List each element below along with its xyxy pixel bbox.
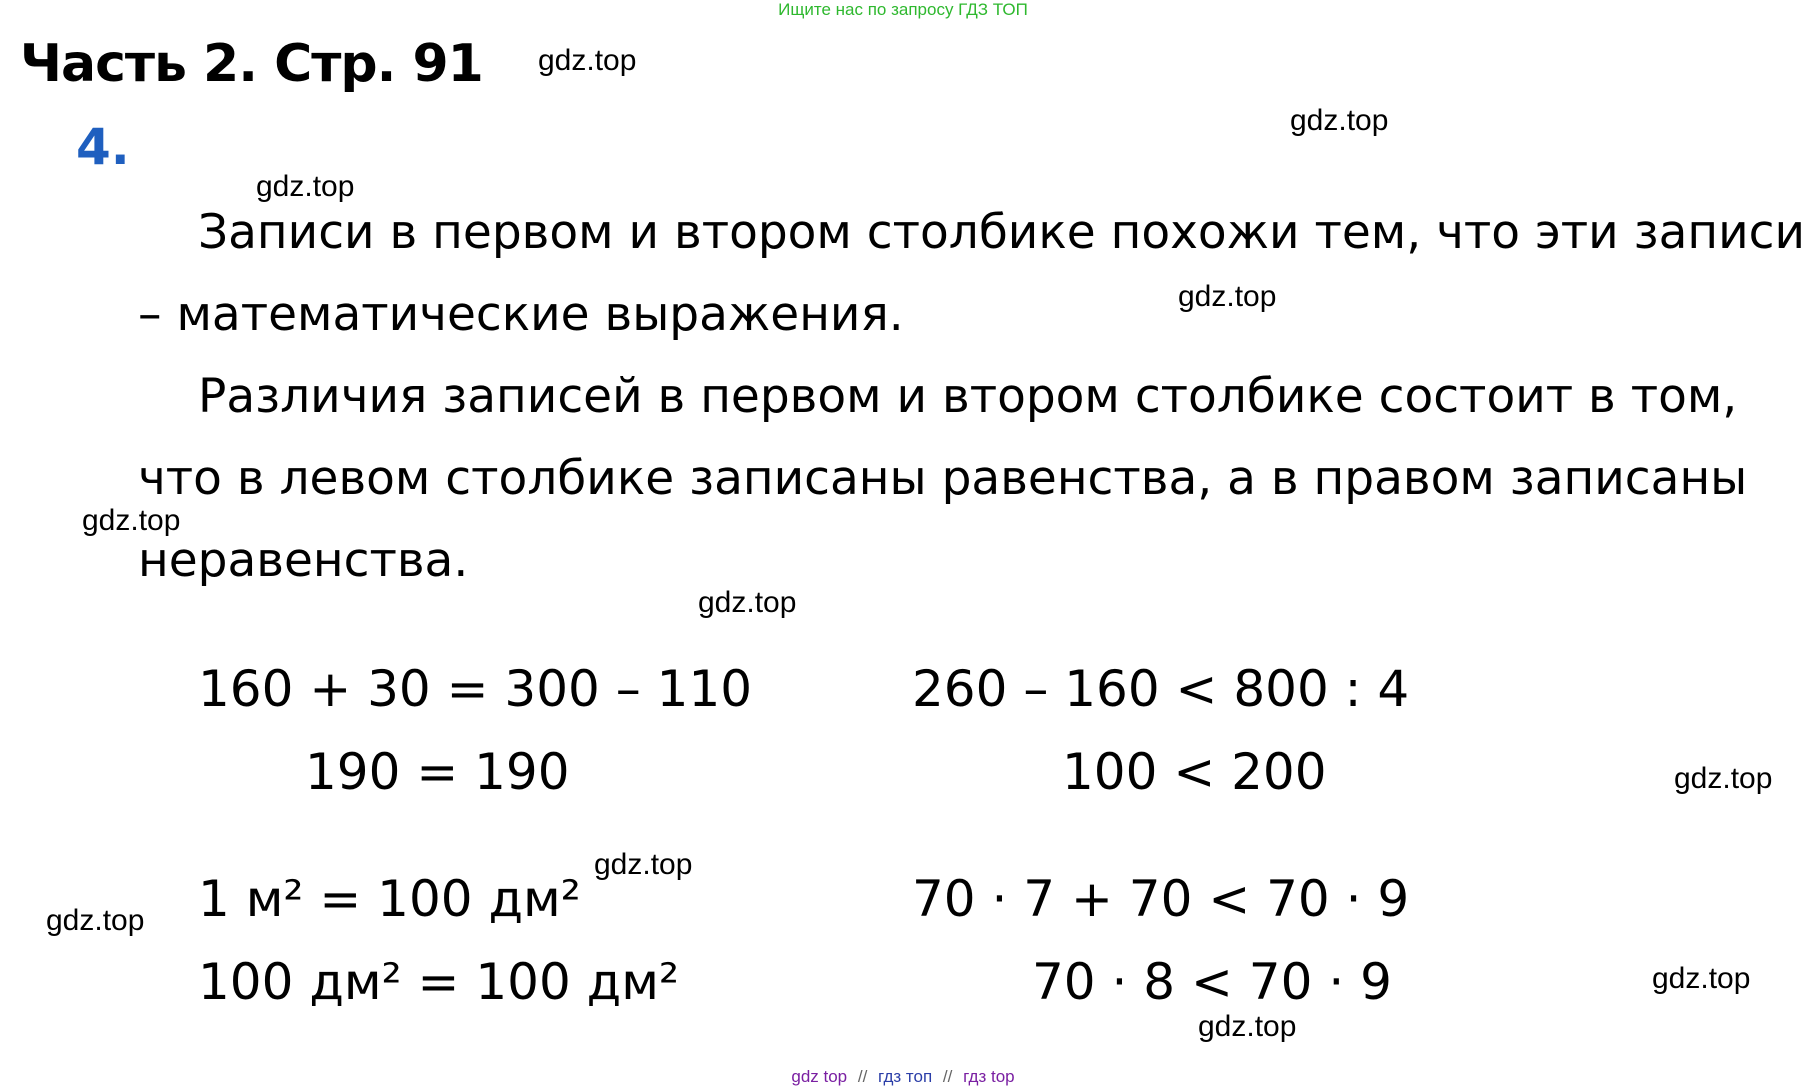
- banner-text: Ищите нас по запросу ГДЗ ТОП: [778, 0, 1028, 19]
- watermark: gdz.top: [82, 504, 181, 537]
- watermark: gdz.top: [1178, 280, 1277, 313]
- footer-separator: //: [857, 1067, 868, 1086]
- paragraph-2-line-2: что в левом столбике записаны равенства, а в правом записаны: [138, 451, 1748, 506]
- equation-left-3: 1 м² = 100 дм²: [198, 870, 581, 928]
- watermark: gdz.top: [256, 170, 355, 203]
- page-title: Часть 2. Стр. 91: [20, 34, 483, 94]
- equation-right-1: 260 – 160 < 800 : 4: [912, 660, 1410, 718]
- watermark: gdz.top: [538, 44, 637, 77]
- top-banner: [0, 0, 1806, 20]
- footer-link-gdz-top-mixed[interactable]: гдз top: [963, 1067, 1015, 1086]
- equation-left-1: 160 + 30 = 300 – 110: [198, 660, 753, 718]
- paragraph-1-line-1: Записи в первом и втором столбике похожи тем, что эти записи: [198, 205, 1806, 260]
- paragraph-2-line-1: Различия записей в первом и втором столбике состоит в том,: [198, 369, 1738, 424]
- watermark: gdz.top: [1652, 962, 1751, 995]
- paragraph-2-line-3: неравенства.: [138, 533, 469, 588]
- watermark: gdz.top: [1674, 762, 1773, 795]
- equation-right-4: 70 · 8 < 70 · 9: [1032, 953, 1392, 1011]
- task-number: 4.: [76, 118, 130, 176]
- watermark: gdz.top: [698, 586, 797, 619]
- watermark: gdz.top: [1198, 1010, 1297, 1043]
- watermark: gdz.top: [46, 904, 145, 937]
- equation-left-4: 100 дм² = 100 дм²: [198, 953, 680, 1011]
- equation-right-3: 70 · 7 + 70 < 70 · 9: [912, 870, 1410, 928]
- equation-right-2: 100 < 200: [1062, 743, 1327, 801]
- footer-link-gdz-top[interactable]: gdz top: [791, 1067, 848, 1086]
- footer-separator: //: [942, 1067, 953, 1086]
- watermark: gdz.top: [594, 848, 693, 881]
- footer: [0, 1067, 1806, 1087]
- equation-left-2: 190 = 190: [305, 743, 570, 801]
- paragraph-1-line-2: – математические выражения.: [138, 287, 904, 342]
- footer-link-gdz-top-ru[interactable]: гдз топ: [878, 1067, 933, 1086]
- watermark: gdz.top: [1290, 104, 1389, 137]
